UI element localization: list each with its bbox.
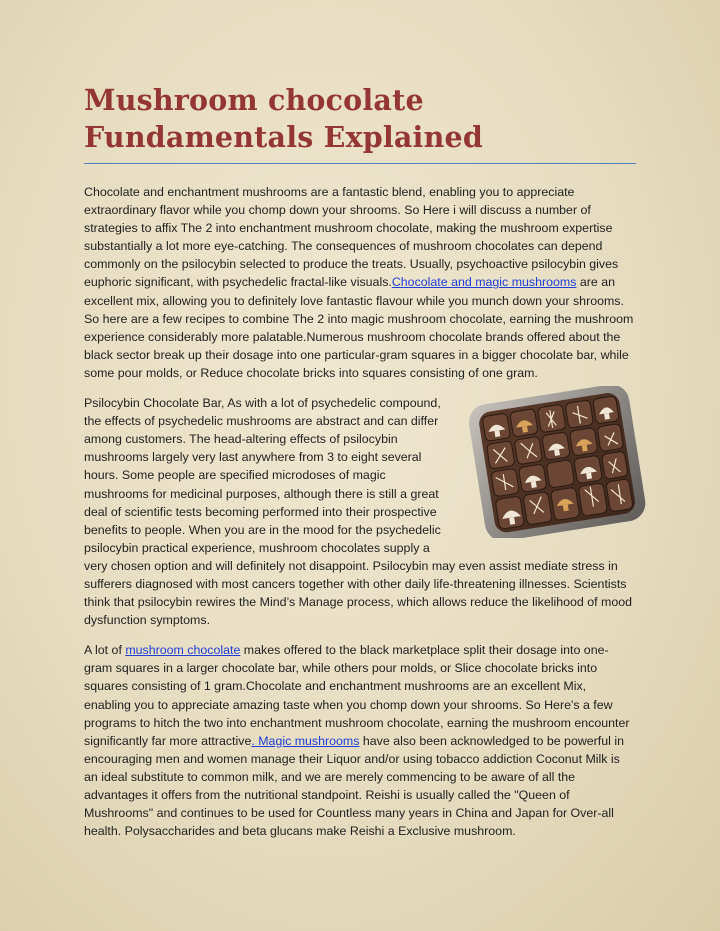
document-page [84, 82, 636, 840]
link-magic-mushrooms[interactable]: . Magic mushrooms [251, 733, 360, 748]
link-chocolate-and-magic-mushrooms[interactable]: Chocolate and magic mushrooms [391, 275, 577, 290]
title-divider [84, 163, 636, 164]
link-mushroom-chocolate[interactable]: mushroom chocolate [125, 643, 241, 658]
paragraph-1 [84, 183, 636, 382]
page-title: Mushroom chocolate Fundamentals Explained [84, 83, 483, 154]
paragraph-3-text-b: makes offered to the black marketplace split their dosage into one-gram squares in a larger chocolate bar, while others pour molds, or Slice chocolate bricks into squares consisting of 1 gram.Chocolate and enchantment mushrooms are an excellent Mix, enabling you to appreciate amazing taste when you chomp down your shrooms. So Here's a few programs to hitch the two into enchantment mushroom chocolate, earning the mushroom encounter significantly far more attractive [84, 643, 630, 748]
paragraph-3-text-c: have also been acknowledged to be powerful in encouraging men and women manage their Liquor and/or using tobacco addiction Coconut Milk is an ideal substitute to common milk, and we are merely commencing to be aware of all the advantages it offers from the nutritional standpoint. Reishi is usually called the "Queen of Mushrooms" and continues to be used for Countless many years in China and Japan for Over-all health. Polysaccharides and beta glucans make Reishi a Exclusive mushroom. [84, 733, 624, 839]
paragraph-1-text-a: Chocolate and enchantment mushrooms are a fantastic blend, enabling you to appreciate extraordinary flavor while you chomp down your shrooms. So Here i will discuss a number of strategies to affix The 2 into enchantment mushroom chocolate, making the mushroom expertise substantially a lot more eye-catching. The consequences of mushroom chocolates can depend commonly on the psilocybin selected to produce the treats. Usually, psychoactive psilocybin gives euphoric significant, with psychedelic fractal-like visuals. [84, 185, 619, 290]
paragraph-3 [84, 641, 636, 840]
paragraph-2 [84, 394, 636, 629]
mushroom-chocolate-image [462, 386, 648, 538]
paragraph-3-text-a: A lot of [84, 643, 126, 658]
paragraph-1-text-b: are an excellent mix, allowing you to definitely love fantastic flavour while you munch down your shrooms. So here are a few recipes to combine The 2 into magic mushroom chocolate, earning the mushroom experience considerably more palatable.Numerous mushroom chocolate brands offered about the black sector break up their dosage into one particular-gram squares in a bigger chocolate bar, while some pour molds, or Reduce chocolate bricks into squares consisting of one gram. [84, 275, 634, 380]
paragraph-2-text: Psilocybin Chocolate Bar, As with a lot of psychedelic compound, the effects of psychedelic mushrooms are abstract and can differ among customers. The head-altering effects of psilocybin mushrooms largely very last anywhere from 3 to eight several hours. Some people are specified microdoses of magic mushrooms for medicinal purposes, although there is still a great deal of scientific tests becoming performed into their prospective benefits to people. When you are in the mood for the psychedelic psilocybin practical experience, mushroom chocolates supply a very chosen option and will definitely not disappoint. Psilocybin may even assist mediate stress in sufferers diagnosed with most cancers together with other daily life-threatening illnesses. Scientists think that psilocybin rewires the Mind’s Manage process, which allows reduce the likelihood of mood dysfunction symptoms. [84, 396, 632, 628]
